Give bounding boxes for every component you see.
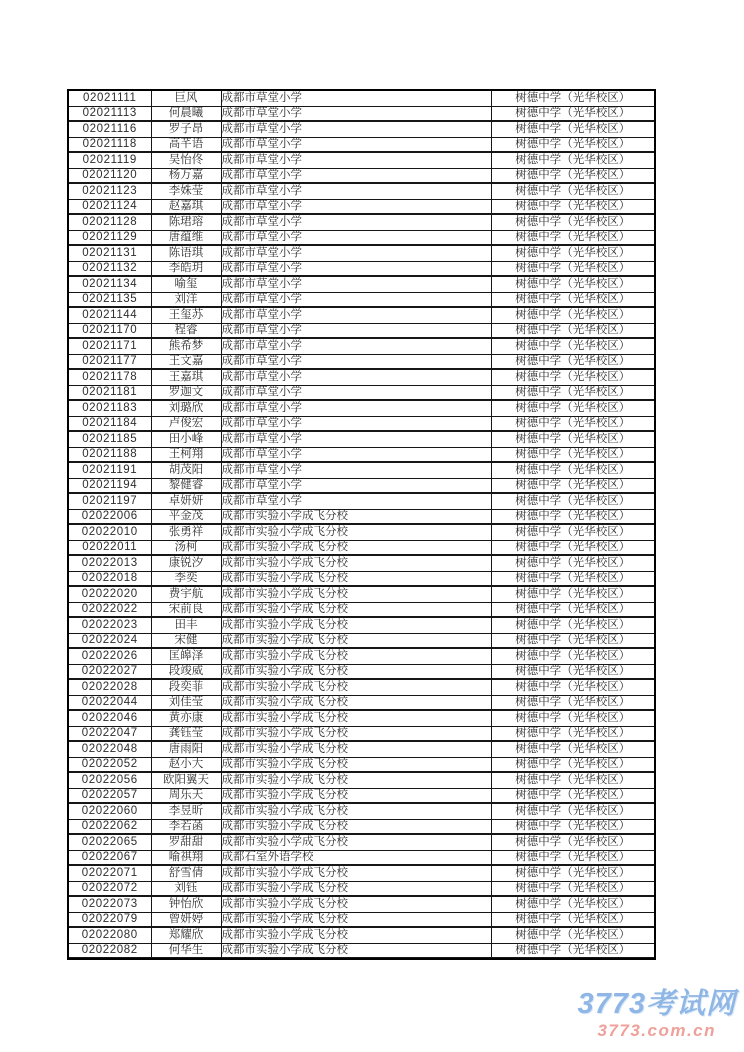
student-name-cell: 欧阳翼天 [151, 773, 221, 789]
table-row [68, 184, 655, 200]
middle-school-cell: 树德中学（光华校区） [491, 184, 655, 200]
middle-school-cell: 树德中学（光华校区） [491, 246, 655, 262]
middle-school-cell: 树德中学（光华校区） [491, 664, 655, 680]
student-id-cell: 02022006 [68, 509, 151, 525]
middle-school-cell: 树德中学（光华校区） [491, 835, 655, 851]
middle-school-cell: 树德中学（光华校区） [491, 680, 655, 696]
student-id-cell: 02022056 [68, 773, 151, 789]
primary-school-cell: 成都市实验小学成飞分校 [221, 912, 491, 928]
primary-school-cell: 成都市实验小学成飞分校 [221, 618, 491, 634]
primary-school-cell: 成都市实验小学成飞分校 [221, 602, 491, 618]
middle-school-cell: 树德中学（光华校区） [491, 897, 655, 913]
roster-body [68, 90, 655, 959]
middle-school-cell: 树德中学（光华校区） [491, 199, 655, 215]
student-name-cell: 赵嘉琪 [151, 199, 221, 215]
student-id-cell: 02022026 [68, 649, 151, 665]
table-row [68, 137, 655, 153]
watermark [577, 990, 736, 1039]
student-id-cell: 02021131 [68, 246, 151, 262]
student-id-cell: 02021111 [68, 90, 151, 106]
table-row [68, 540, 655, 556]
student-id-cell: 02021119 [68, 153, 151, 169]
middle-school-cell: 树德中学（光华校区） [491, 943, 655, 959]
table-row [68, 726, 655, 742]
primary-school-cell: 成都市草堂小学 [221, 137, 491, 153]
student-name-cell: 喻玺 [151, 277, 221, 293]
table-row [68, 618, 655, 634]
middle-school-cell: 树德中学（光华校区） [491, 292, 655, 308]
table-row [68, 664, 655, 680]
student-name-cell: 李皓玥 [151, 261, 221, 277]
student-id-cell: 02021178 [68, 370, 151, 386]
middle-school-cell: 树德中学（光华校区） [491, 122, 655, 138]
student-name-cell: 黎健睿 [151, 478, 221, 494]
middle-school-cell: 树德中学（光华校区） [491, 354, 655, 370]
table-row [68, 478, 655, 494]
student-id-cell: 02022022 [68, 602, 151, 618]
student-name-cell: 卢俊宏 [151, 416, 221, 432]
student-id-cell: 02022067 [68, 850, 151, 866]
primary-school-cell: 成都市草堂小学 [221, 432, 491, 448]
student-id-cell: 02021185 [68, 432, 151, 448]
primary-school-cell: 成都市草堂小学 [221, 463, 491, 479]
table-row [68, 649, 655, 665]
primary-school-cell: 成都市实验小学成飞分校 [221, 928, 491, 944]
student-id-cell: 02022047 [68, 726, 151, 742]
primary-school-cell: 成都市草堂小学 [221, 494, 491, 510]
table-row [68, 680, 655, 696]
primary-school-cell: 成都市实验小学成飞分校 [221, 509, 491, 525]
middle-school-cell: 树德中学（光华校区） [491, 168, 655, 184]
student-id-cell: 02022082 [68, 943, 151, 959]
student-id-cell: 02022028 [68, 680, 151, 696]
student-id-cell: 02021184 [68, 416, 151, 432]
table-row [68, 773, 655, 789]
middle-school-cell: 树德中学（光华校区） [491, 540, 655, 556]
primary-school-cell: 成都市实验小学成飞分校 [221, 540, 491, 556]
primary-school-cell: 成都市草堂小学 [221, 215, 491, 231]
table-row [68, 90, 655, 106]
table-row [68, 292, 655, 308]
student-id-cell: 02021113 [68, 106, 151, 122]
student-id-cell: 02021116 [68, 122, 151, 138]
table-row [68, 401, 655, 417]
student-id-cell: 02022052 [68, 757, 151, 773]
middle-school-cell: 树德中学（光华校区） [491, 757, 655, 773]
student-id-cell: 02022080 [68, 928, 151, 944]
middle-school-cell: 树德中学（光华校区） [491, 571, 655, 587]
student-name-cell: 匡皞泽 [151, 649, 221, 665]
primary-school-cell: 成都市实验小学成飞分校 [221, 804, 491, 820]
student-name-cell: 高芊语 [151, 137, 221, 153]
table-row [68, 106, 655, 122]
middle-school-cell: 树德中学（光华校区） [491, 556, 655, 572]
middle-school-cell: 树德中学（光华校区） [491, 788, 655, 804]
primary-school-cell: 成都市草堂小学 [221, 370, 491, 386]
student-id-cell: 02022020 [68, 587, 151, 603]
student-name-cell: 王玺苏 [151, 308, 221, 324]
middle-school-cell: 树德中学（光华校区） [491, 509, 655, 525]
primary-school-cell: 成都市草堂小学 [221, 416, 491, 432]
student-id-cell: 02021132 [68, 261, 151, 277]
middle-school-cell: 树德中学（光华校区） [491, 370, 655, 386]
middle-school-cell: 树德中学（光华校区） [491, 432, 655, 448]
middle-school-cell: 树德中学（光华校区） [491, 261, 655, 277]
student-id-cell: 02022072 [68, 881, 151, 897]
middle-school-cell: 树德中学（光华校区） [491, 447, 655, 463]
primary-school-cell: 成都市实验小学成飞分校 [221, 897, 491, 913]
watermark-site-url: 3773.com.cn [597, 1021, 717, 1040]
middle-school-cell: 树德中学（光华校区） [491, 866, 655, 882]
primary-school-cell: 成都市草堂小学 [221, 184, 491, 200]
student-id-cell: 02021181 [68, 385, 151, 401]
primary-school-cell: 成都市草堂小学 [221, 478, 491, 494]
primary-school-cell: 成都市草堂小学 [221, 308, 491, 324]
student-id-cell: 02021177 [68, 354, 151, 370]
student-name-cell: 段竣威 [151, 664, 221, 680]
student-name-cell: 胡茂阳 [151, 463, 221, 479]
middle-school-cell: 树德中学（光华校区） [491, 277, 655, 293]
table-row [68, 122, 655, 138]
student-name-cell: 刘洋 [151, 292, 221, 308]
table-row [68, 323, 655, 339]
student-name-cell: 宋健 [151, 633, 221, 649]
middle-school-cell: 树德中学（光华校区） [491, 726, 655, 742]
student-name-cell: 王文嘉 [151, 354, 221, 370]
student-id-cell: 02021171 [68, 339, 151, 355]
student-name-cell: 程睿 [151, 323, 221, 339]
middle-school-cell: 树德中学（光华校区） [491, 339, 655, 355]
student-name-cell: 陈语琪 [151, 246, 221, 262]
student-name-cell: 喻祺翔 [151, 850, 221, 866]
student-name-cell: 唐蕴维 [151, 230, 221, 246]
middle-school-cell: 树德中学（光华校区） [491, 525, 655, 541]
student-id-cell: 02022060 [68, 804, 151, 820]
primary-school-cell: 成都市实验小学成飞分校 [221, 773, 491, 789]
primary-school-cell: 成都市实验小学成飞分校 [221, 943, 491, 959]
primary-school-cell: 成都市草堂小学 [221, 401, 491, 417]
primary-school-cell: 成都市草堂小学 [221, 122, 491, 138]
primary-school-cell: 成都市草堂小学 [221, 199, 491, 215]
student-name-cell: 罗迦文 [151, 385, 221, 401]
student-id-cell: 02022071 [68, 866, 151, 882]
student-id-cell: 02022018 [68, 571, 151, 587]
middle-school-cell: 树德中学（光华校区） [491, 618, 655, 634]
middle-school-cell: 树德中学（光华校区） [491, 494, 655, 510]
middle-school-cell: 树德中学（光华校区） [491, 478, 655, 494]
student-name-cell: 汤柯 [151, 540, 221, 556]
watermark-site-name: 3773考试网 [577, 988, 736, 1020]
table-row [68, 571, 655, 587]
middle-school-cell: 树德中学（光华校区） [491, 773, 655, 789]
middle-school-cell: 树德中学（光华校区） [491, 819, 655, 835]
student-id-cell: 02022048 [68, 742, 151, 758]
table-row [68, 912, 655, 928]
student-id-cell: 02021124 [68, 199, 151, 215]
student-id-cell: 02022027 [68, 664, 151, 680]
student-name-cell: 何华生 [151, 943, 221, 959]
student-id-cell: 02022010 [68, 525, 151, 541]
student-id-cell: 02021183 [68, 401, 151, 417]
primary-school-cell: 成都市实验小学成飞分校 [221, 788, 491, 804]
student-id-cell: 02021135 [68, 292, 151, 308]
primary-school-cell: 成都市实验小学成飞分校 [221, 649, 491, 665]
student-name-cell: 费宇航 [151, 587, 221, 603]
primary-school-cell: 成都市实验小学成飞分校 [221, 881, 491, 897]
table-row [68, 416, 655, 432]
middle-school-cell: 树德中学（光华校区） [491, 695, 655, 711]
middle-school-cell: 树德中学（光华校区） [491, 928, 655, 944]
primary-school-cell: 成都市实验小学成飞分校 [221, 525, 491, 541]
student-name-cell: 陈珺瑢 [151, 215, 221, 231]
middle-school-cell: 树德中学（光华校区） [491, 385, 655, 401]
student-id-cell: 02021134 [68, 277, 151, 293]
middle-school-cell: 树德中学（光华校区） [491, 215, 655, 231]
student-name-cell: 段奕菲 [151, 680, 221, 696]
table-row [68, 494, 655, 510]
table-row [68, 928, 655, 944]
student-name-cell: 王嘉琪 [151, 370, 221, 386]
student-name-cell: 刘佳莹 [151, 695, 221, 711]
student-name-cell: 赵小大 [151, 757, 221, 773]
student-name-cell: 刘璐欣 [151, 401, 221, 417]
student-name-cell: 田小峰 [151, 432, 221, 448]
student-name-cell: 杨万嘉 [151, 168, 221, 184]
table-row [68, 354, 655, 370]
student-id-cell: 02022057 [68, 788, 151, 804]
primary-school-cell: 成都市草堂小学 [221, 385, 491, 401]
student-name-cell: 巨风 [151, 90, 221, 106]
primary-school-cell: 成都市实验小学成飞分校 [221, 664, 491, 680]
primary-school-cell: 成都市草堂小学 [221, 106, 491, 122]
primary-school-cell: 成都市实验小学成飞分校 [221, 571, 491, 587]
student-id-cell: 02022013 [68, 556, 151, 572]
student-name-cell: 熊希梦 [151, 339, 221, 355]
middle-school-cell: 树德中学（光华校区） [491, 153, 655, 169]
student-id-cell: 02022065 [68, 835, 151, 851]
middle-school-cell: 树德中学（光华校区） [491, 230, 655, 246]
table-row [68, 633, 655, 649]
middle-school-cell: 树德中学（光华校区） [491, 587, 655, 603]
table-row [68, 230, 655, 246]
student-id-cell: 02021118 [68, 137, 151, 153]
student-name-cell: 黄亦康 [151, 711, 221, 727]
primary-school-cell: 成都石室外语学校 [221, 850, 491, 866]
table-row [68, 308, 655, 324]
primary-school-cell: 成都市草堂小学 [221, 354, 491, 370]
student-name-cell: 李姝莹 [151, 184, 221, 200]
table-row [68, 215, 655, 231]
student-id-cell: 02021144 [68, 308, 151, 324]
primary-school-cell: 成都市实验小学成飞分校 [221, 711, 491, 727]
student-name-cell: 唐雨阳 [151, 742, 221, 758]
table-row [68, 509, 655, 525]
student-id-cell: 02022023 [68, 618, 151, 634]
table-row [68, 742, 655, 758]
primary-school-cell: 成都市实验小学成飞分校 [221, 695, 491, 711]
student-name-cell: 刘钰 [151, 881, 221, 897]
table-row [68, 850, 655, 866]
student-name-cell: 康锐汐 [151, 556, 221, 572]
student-name-cell: 郑耀欣 [151, 928, 221, 944]
primary-school-cell: 成都市草堂小学 [221, 168, 491, 184]
table-row [68, 804, 655, 820]
table-row [68, 370, 655, 386]
table-row [68, 881, 655, 897]
student-name-cell: 周乐天 [151, 788, 221, 804]
middle-school-cell: 树德中学（光华校区） [491, 633, 655, 649]
table-row [68, 556, 655, 572]
student-id-cell: 02021191 [68, 463, 151, 479]
student-id-cell: 02021128 [68, 215, 151, 231]
table-row [68, 525, 655, 541]
table-row [68, 447, 655, 463]
student-name-cell: 曾妍婷 [151, 912, 221, 928]
primary-school-cell: 成都市实验小学成飞分校 [221, 726, 491, 742]
table-row [68, 153, 655, 169]
student-name-cell: 李奕 [151, 571, 221, 587]
primary-school-cell: 成都市草堂小学 [221, 292, 491, 308]
middle-school-cell: 树德中学（光华校区） [491, 649, 655, 665]
student-id-cell: 02021170 [68, 323, 151, 339]
student-name-cell: 王柯翔 [151, 447, 221, 463]
primary-school-cell: 成都市实验小学成飞分校 [221, 556, 491, 572]
table-row [68, 277, 655, 293]
table-row [68, 463, 655, 479]
student-name-cell: 卓妍妍 [151, 494, 221, 510]
middle-school-cell: 树德中学（光华校区） [491, 881, 655, 897]
primary-school-cell: 成都市草堂小学 [221, 339, 491, 355]
student-roster-table [67, 89, 656, 960]
middle-school-cell: 树德中学（光华校区） [491, 804, 655, 820]
student-id-cell: 02021194 [68, 478, 151, 494]
student-name-cell: 罗子昂 [151, 122, 221, 138]
student-name-cell: 舒雪倩 [151, 866, 221, 882]
primary-school-cell: 成都市实验小学成飞分校 [221, 757, 491, 773]
student-name-cell: 田丰 [151, 618, 221, 634]
primary-school-cell: 成都市草堂小学 [221, 246, 491, 262]
middle-school-cell: 树德中学（光华校区） [491, 416, 655, 432]
student-name-cell: 平金茂 [151, 509, 221, 525]
table-row [68, 788, 655, 804]
primary-school-cell: 成都市草堂小学 [221, 261, 491, 277]
primary-school-cell: 成都市实验小学成飞分校 [221, 819, 491, 835]
student-id-cell: 02022046 [68, 711, 151, 727]
table-row [68, 695, 655, 711]
primary-school-cell: 成都市实验小学成飞分校 [221, 835, 491, 851]
primary-school-cell: 成都市实验小学成飞分校 [221, 680, 491, 696]
student-name-cell: 吴怡佟 [151, 153, 221, 169]
student-name-cell: 李若菡 [151, 819, 221, 835]
middle-school-cell: 树德中学（光华校区） [491, 90, 655, 106]
primary-school-cell: 成都市草堂小学 [221, 230, 491, 246]
student-name-cell: 张勇祥 [151, 525, 221, 541]
student-name-cell: 钟怡欣 [151, 897, 221, 913]
student-name-cell: 何晨曦 [151, 106, 221, 122]
primary-school-cell: 成都市实验小学成飞分校 [221, 587, 491, 603]
student-id-cell: 02021197 [68, 494, 151, 510]
middle-school-cell: 树德中学（光华校区） [491, 323, 655, 339]
primary-school-cell: 成都市实验小学成飞分校 [221, 742, 491, 758]
table-row [68, 602, 655, 618]
student-id-cell: 02022044 [68, 695, 151, 711]
table-row [68, 339, 655, 355]
student-id-cell: 02021129 [68, 230, 151, 246]
student-name-cell: 罗甜甜 [151, 835, 221, 851]
student-id-cell: 02022073 [68, 897, 151, 913]
student-id-cell: 02022024 [68, 633, 151, 649]
student-id-cell: 02021188 [68, 447, 151, 463]
student-id-cell: 02022062 [68, 819, 151, 835]
primary-school-cell: 成都市草堂小学 [221, 447, 491, 463]
primary-school-cell: 成都市草堂小学 [221, 90, 491, 106]
table-row [68, 711, 655, 727]
table-row [68, 432, 655, 448]
table-row [68, 261, 655, 277]
table-row [68, 587, 655, 603]
student-name-cell: 李昱昕 [151, 804, 221, 820]
table-row [68, 835, 655, 851]
middle-school-cell: 树德中学（光华校区） [491, 401, 655, 417]
middle-school-cell: 树德中学（光华校区） [491, 912, 655, 928]
table-row [68, 757, 655, 773]
middle-school-cell: 树德中学（光华校区） [491, 106, 655, 122]
table-row [68, 943, 655, 959]
table-row [68, 246, 655, 262]
student-name-cell: 龚钰莹 [151, 726, 221, 742]
primary-school-cell: 成都市草堂小学 [221, 323, 491, 339]
student-id-cell: 02022011 [68, 540, 151, 556]
student-name-cell: 宋前良 [151, 602, 221, 618]
table-row [68, 866, 655, 882]
primary-school-cell: 成都市实验小学成飞分校 [221, 866, 491, 882]
table-row [68, 168, 655, 184]
primary-school-cell: 成都市实验小学成飞分校 [221, 633, 491, 649]
middle-school-cell: 树德中学（光华校区） [491, 602, 655, 618]
middle-school-cell: 树德中学（光华校区） [491, 137, 655, 153]
table-row [68, 199, 655, 215]
table-row [68, 385, 655, 401]
middle-school-cell: 树德中学（光华校区） [491, 463, 655, 479]
middle-school-cell: 树德中学（光华校区） [491, 308, 655, 324]
student-id-cell: 02021120 [68, 168, 151, 184]
middle-school-cell: 树德中学（光华校区） [491, 850, 655, 866]
primary-school-cell: 成都市草堂小学 [221, 277, 491, 293]
student-id-cell: 02021123 [68, 184, 151, 200]
primary-school-cell: 成都市草堂小学 [221, 153, 491, 169]
student-id-cell: 02022079 [68, 912, 151, 928]
table-row [68, 819, 655, 835]
middle-school-cell: 树德中学（光华校区） [491, 711, 655, 727]
middle-school-cell: 树德中学（光华校区） [491, 742, 655, 758]
table-row [68, 897, 655, 913]
